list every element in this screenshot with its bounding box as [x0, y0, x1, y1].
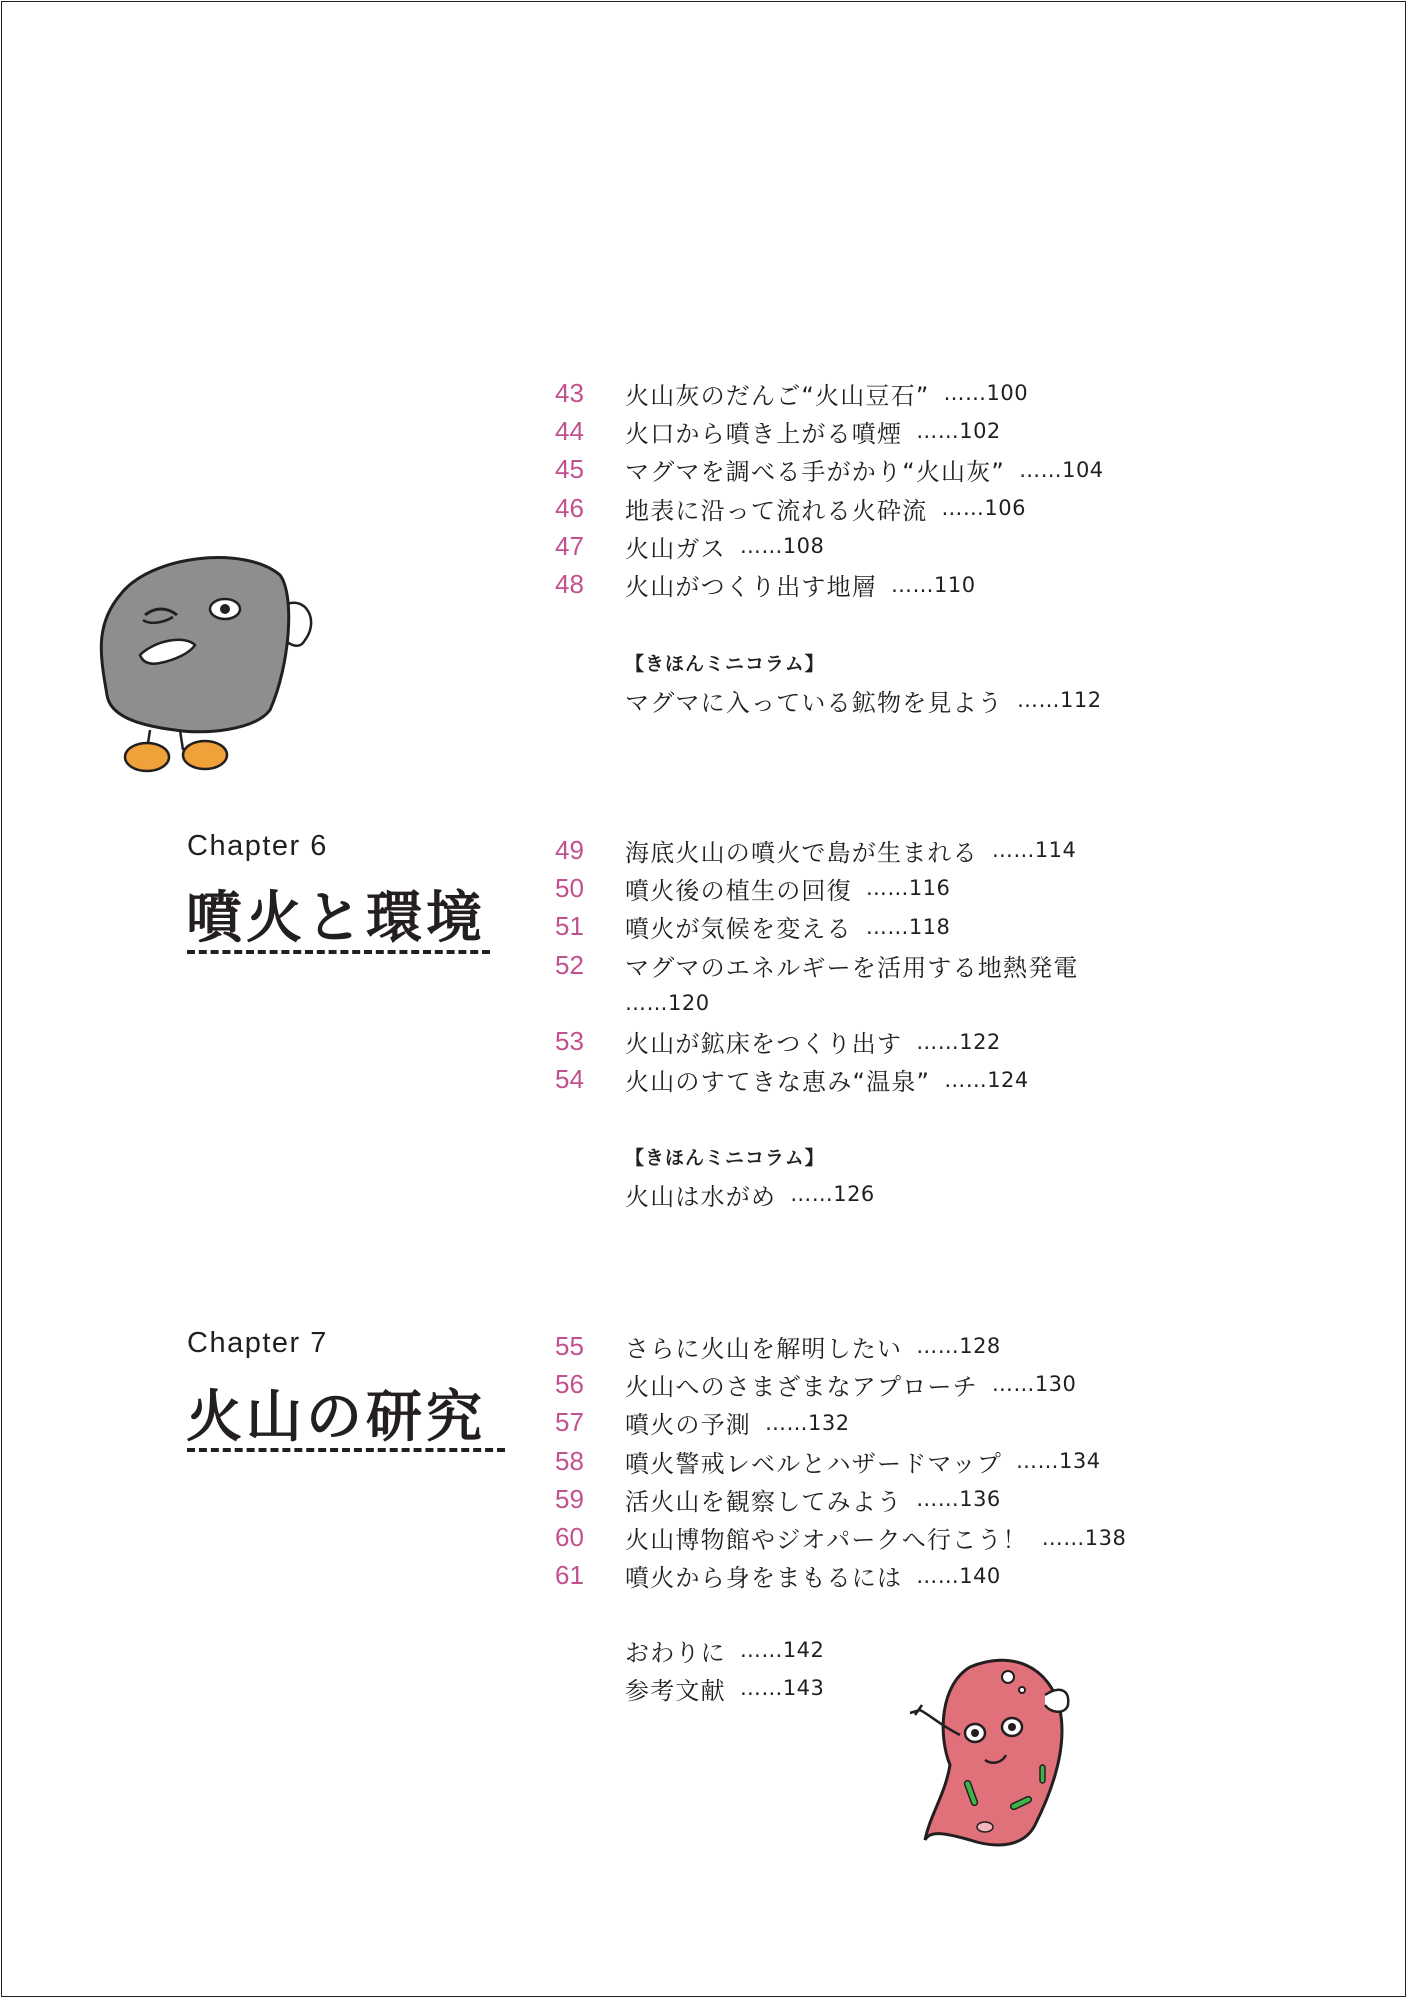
entry-number: 60	[555, 1522, 584, 1553]
entry-title: 火山博物館やジオパークへ行こう！	[625, 1526, 1028, 1555]
entry-title: 噴火が気候を変える	[625, 915, 852, 944]
toc-entry[interactable]	[555, 1557, 1126, 1595]
entry-page: ……108	[739, 534, 825, 559]
toc-chapter7	[555, 1327, 1126, 1595]
toc-chapter6	[555, 831, 1079, 1099]
entry-page: ……140	[916, 1563, 1001, 1588]
toc-entry[interactable]	[555, 374, 1104, 412]
toc-entry[interactable]	[555, 1061, 1079, 1099]
toc-entry[interactable]	[555, 451, 1104, 489]
entry-page: ……138	[1041, 1525, 1127, 1550]
entry-title: 火山が鉱床をつくり出す	[625, 1030, 903, 1059]
entry-number: 47	[555, 530, 584, 561]
entry-number: 44	[555, 415, 584, 446]
magma-left-pupil	[971, 1729, 979, 1737]
closing-entries	[625, 1631, 824, 1708]
entry-title: 参考文献	[625, 1676, 726, 1705]
magma-bubble	[1002, 1671, 1014, 1683]
toc-entry-continued[interactable]	[555, 984, 1079, 1022]
entry-page: ……106	[941, 496, 1026, 521]
entry-title: おわりに	[625, 1638, 726, 1667]
entry-title: 噴火の予測	[625, 1411, 751, 1440]
toc-entry[interactable]	[555, 1518, 1126, 1556]
entry-number: 52	[555, 949, 584, 980]
entry-page: ……134	[1016, 1449, 1101, 1474]
mini-column-top	[625, 643, 1102, 720]
magma-bubble-small	[1019, 1687, 1025, 1693]
closing-entry[interactable]	[625, 1631, 824, 1669]
entry-page: ……120	[625, 991, 710, 1016]
mini-column-chapter6	[625, 1137, 875, 1214]
entry-page: ……124	[944, 1067, 1029, 1092]
entry-title: 噴火から身をまもるには	[625, 1564, 903, 1593]
entry-number: 49	[555, 834, 584, 865]
entry-number: 61	[555, 1560, 584, 1591]
rock-right-boot	[183, 741, 227, 769]
magma-character-illustration	[900, 1655, 1100, 1855]
column-label	[625, 1137, 875, 1175]
entry-page: ……110	[891, 572, 976, 597]
chapter7-title: 火山の研究	[186, 1385, 486, 1450]
entry-number: 56	[555, 1368, 584, 1399]
entry-number: 48	[555, 569, 584, 600]
entry-page: ……116	[865, 876, 951, 901]
entry-number: 53	[555, 1026, 584, 1057]
entry-title: 火山灰のだんご“火山豆石”	[625, 381, 930, 410]
entry-number: 57	[555, 1407, 584, 1438]
entry-title: 火山へのさまざまなアプローチ	[625, 1372, 978, 1401]
entry-page: ……130	[991, 1372, 1077, 1397]
entry-number: 51	[555, 911, 584, 942]
entry-title: 火山がつくり出す地層	[625, 573, 877, 602]
entry-number: 43	[555, 377, 584, 408]
magma-body	[925, 1660, 1062, 1845]
entry-title: 火山のすてきな恵み“温泉”	[625, 1068, 931, 1097]
toc-entry[interactable]	[555, 908, 1079, 946]
entry-title: マグマのエネルギーを活用する地熱発電	[625, 953, 1079, 982]
chapter6-label: Chapter 6	[187, 830, 328, 862]
toc-entry[interactable]	[555, 869, 1079, 907]
entry-title: マグマに入っている鉱物を見よう	[625, 688, 1003, 717]
entry-title: マグマを調べる手がかり“火山灰”	[625, 458, 1006, 487]
toc-entry[interactable]	[555, 1365, 1126, 1403]
toc-entry[interactable]	[555, 412, 1104, 450]
entry-page: ……143	[739, 1676, 825, 1701]
entry-title: 活火山を観察してみよう	[625, 1487, 903, 1516]
entry-page: ……128	[916, 1334, 1001, 1359]
entry-page: ……102	[916, 419, 1001, 444]
entry-title: 火山ガス	[625, 534, 726, 563]
rock-character-illustration	[95, 545, 320, 775]
entry-page: ……122	[916, 1029, 1001, 1054]
entry-number: 58	[555, 1445, 584, 1476]
entry-title: 噴火警戒レベルとハザードマップ	[625, 1449, 1003, 1478]
entry-title: 海底火山の噴火で島が生まれる	[625, 838, 978, 867]
toc-entry[interactable]	[555, 565, 1104, 603]
entry-page: ……136	[916, 1487, 1001, 1512]
entry-number: 59	[555, 1483, 584, 1514]
column-label-text: 【きほんミニコラム】	[625, 1146, 825, 1169]
closing-entry[interactable]	[625, 1669, 824, 1707]
column-entry[interactable]	[625, 1175, 875, 1213]
chapter6-underline	[187, 950, 490, 954]
toc-entry[interactable]	[555, 831, 1079, 869]
magma-right-pupil	[1008, 1723, 1016, 1731]
toc-entry[interactable]	[555, 1022, 1079, 1060]
toc-entry[interactable]	[555, 527, 1104, 565]
toc-entry[interactable]	[555, 489, 1104, 527]
column-label	[625, 643, 1102, 681]
entry-number: 54	[555, 1064, 584, 1095]
toc-entry[interactable]	[555, 1404, 1126, 1442]
entry-page: ……126	[790, 1182, 875, 1207]
chapter7-label: Chapter 7	[187, 1327, 328, 1359]
entry-page: ……114	[991, 838, 1077, 863]
toc-entry[interactable]	[555, 1442, 1126, 1480]
entry-number: 50	[555, 872, 584, 903]
column-label-text: 【きほんミニコラム】	[625, 652, 825, 675]
magma-raised-hand	[1045, 1690, 1068, 1712]
entry-title: さらに火山を解明したい	[625, 1334, 903, 1363]
entry-page: ……132	[765, 1410, 850, 1435]
entry-title: 火山は水がめ	[625, 1182, 777, 1211]
entry-number: 45	[555, 454, 584, 485]
rock-left-boot	[125, 743, 169, 771]
toc-section-top	[555, 374, 1104, 604]
entry-title: 噴火後の植生の回復	[625, 876, 852, 905]
toc-entry[interactable]	[555, 1480, 1126, 1518]
toc-entry[interactable]	[555, 1327, 1126, 1365]
entry-number: 55	[555, 1330, 584, 1361]
entry-page: ……112	[1017, 688, 1102, 713]
entry-page: ……104	[1019, 457, 1104, 482]
column-entry[interactable]	[625, 681, 1102, 719]
entry-page: ……142	[739, 1638, 825, 1663]
chapter7-underline	[187, 1448, 505, 1452]
toc-entry[interactable]	[555, 946, 1079, 984]
magma-spot	[977, 1822, 993, 1832]
magma-crystal	[1040, 1765, 1045, 1783]
rock-pupil	[220, 604, 230, 614]
entry-page: ……100	[943, 381, 1029, 406]
entry-title: 火口から噴き上がる噴煙	[625, 419, 903, 448]
chapter6-title: 噴火と環境	[186, 886, 486, 951]
entry-number: 46	[555, 492, 584, 523]
entry-page: ……118	[865, 914, 951, 939]
entry-title: 地表に沿って流れる火砕流	[625, 496, 928, 525]
